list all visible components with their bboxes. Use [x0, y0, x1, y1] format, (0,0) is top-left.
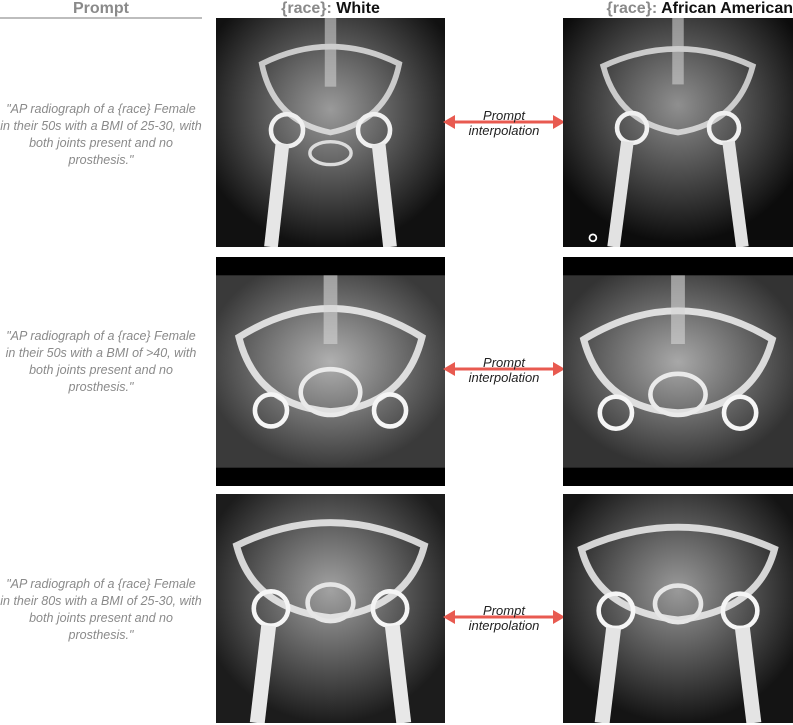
interpolation-label-line-2: interpolation [468, 123, 540, 138]
header-divider [0, 17, 202, 19]
interpolation-label-line-1: Prompt [483, 355, 525, 370]
xray-white-row-1 [216, 18, 445, 247]
interpolation-label-line-1: Prompt [483, 603, 525, 618]
interpolation-label-line-1: Prompt [483, 108, 525, 123]
xray-african-american-row-2 [563, 257, 793, 486]
xray-white-row-3 [216, 494, 445, 723]
xray-white-row-2 [216, 257, 445, 486]
xray-african-american-row-1 [563, 18, 793, 247]
prompt-text-row-2: "AP radiograph of a {race} Female in their 50s with a BMI of >40, with both joints present and no prosthesis." [5, 329, 197, 394]
xray-african-american-row-3 [563, 494, 793, 723]
interpolation-label-line-2: interpolation [468, 370, 540, 385]
white-label: White [336, 0, 380, 17]
white-column-header [216, 0, 445, 18]
prompt-text-row-1: "AP radiograph of a {race} Female in their 50s with a BMI of 25-30, with both joints present and no prosthesis." [0, 102, 202, 167]
prompt-column-header: Prompt [73, 0, 129, 17]
race-token: {race}: [281, 0, 332, 17]
african-american-column-header [563, 0, 793, 18]
interpolation-label-row-1 [443, 108, 565, 138]
interpolation-label-row-3 [443, 603, 565, 633]
race-token: {race}: [606, 0, 658, 17]
african-american-label: African American [661, 0, 793, 17]
interpolation-label-line-2: interpolation [468, 618, 540, 633]
prompt-text-row-3: "AP radiograph of a {race} Female in their 80s with a BMI of 25-30, with both joints present and no prosthesis." [0, 577, 202, 642]
interpolation-label-row-2 [443, 355, 565, 385]
